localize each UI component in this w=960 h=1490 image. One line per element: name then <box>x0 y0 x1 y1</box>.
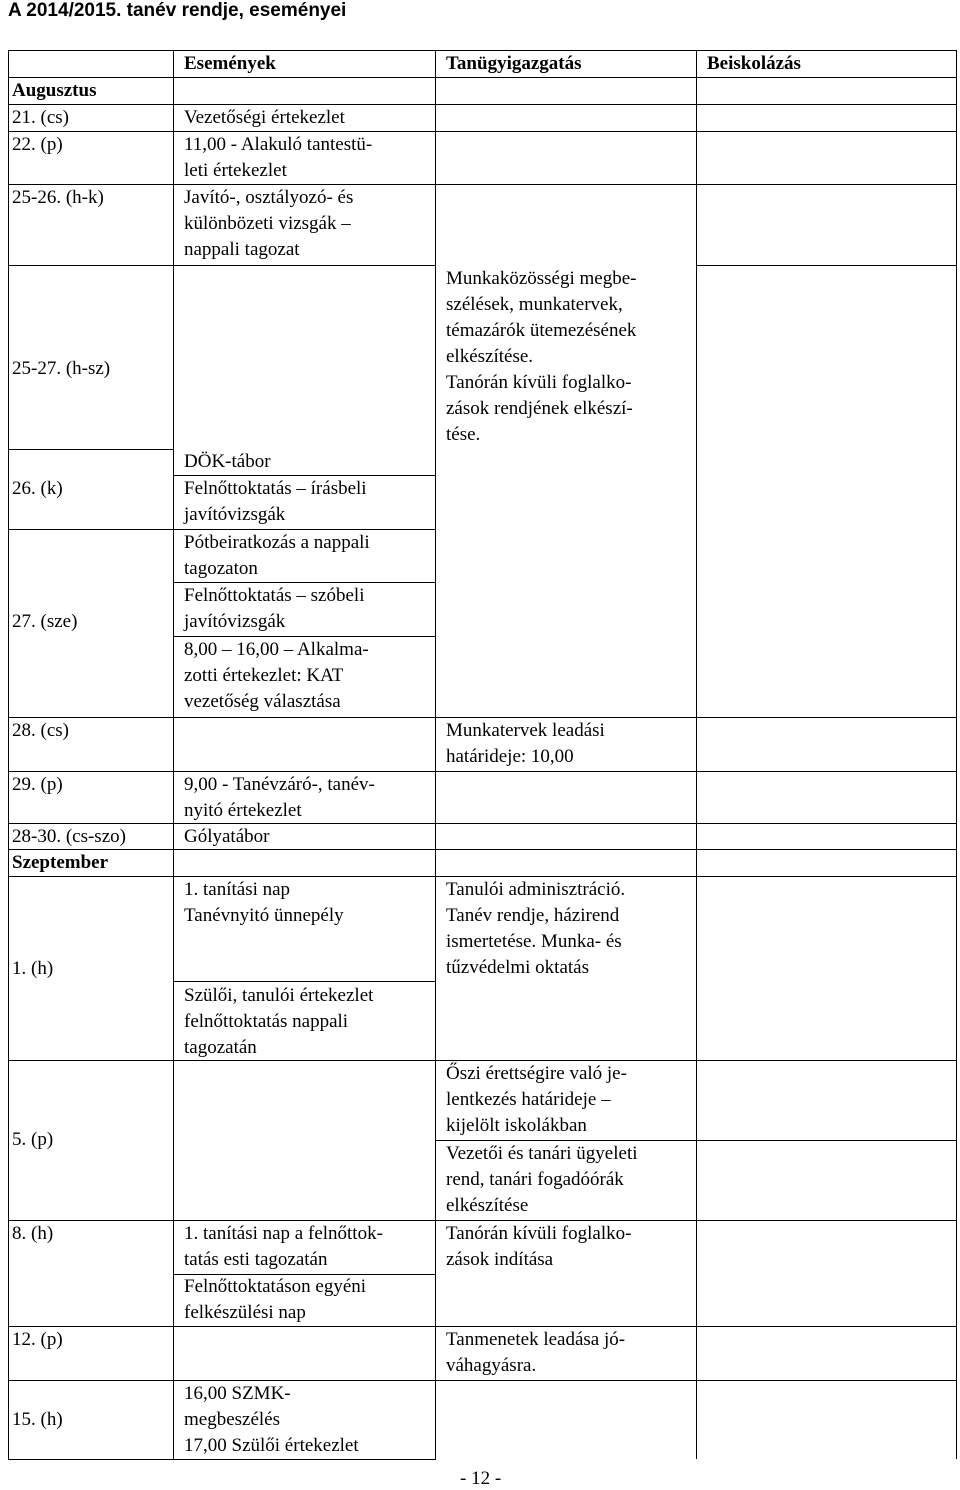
event-cell: 16,00 SZMK- <box>184 1383 291 1404</box>
admin-cell: témazárók ütemezésének <box>446 320 637 341</box>
event-cell: Felnőttoktatás – írásbeli <box>184 478 367 499</box>
event-cell: javítóvizsgák <box>184 611 286 632</box>
date-cell: 12. (p) <box>12 1329 63 1350</box>
event-cell: Tanévnyitó ünnepély <box>184 905 344 926</box>
admin-cell: határideje: 10,00 <box>446 746 574 767</box>
event-cell: különbözeti vizsgák – <box>184 213 351 234</box>
admin-cell: Tanórán kívüli foglalko- <box>446 372 632 393</box>
admin-cell: kijelölt iskolákban <box>446 1115 587 1136</box>
header-esemenyek: Események <box>184 53 276 74</box>
event-cell: Pótbeiratkozás a nappali <box>184 532 370 553</box>
event-cell: Javító-, osztályozó- és <box>184 187 354 208</box>
event-cell: tagozaton <box>184 558 258 579</box>
event-cell: tagozatán <box>184 1037 257 1058</box>
event-cell: Felnőttoktatás – szóbeli <box>184 585 365 606</box>
event-cell: 1. tanítási nap a felnőttok- <box>184 1223 383 1244</box>
page-number: - 12 - <box>460 1468 502 1489</box>
admin-cell: rend, tanári fogadóórák <box>446 1169 624 1190</box>
date-cell: 5. (p) <box>12 1129 54 1150</box>
date-cell: 15. (h) <box>12 1409 63 1430</box>
date-cell: 25-26. (h-k) <box>12 187 104 208</box>
admin-cell: Őszi érettségire való je- <box>446 1063 627 1084</box>
admin-cell: ismertetése. Munka- és <box>446 931 622 952</box>
admin-cell: Tanév rendje, házirend <box>446 905 620 926</box>
date-cell: 27. (sze) <box>12 611 78 632</box>
admin-cell: Tanmenetek leadása jó- <box>446 1329 626 1350</box>
event-cell: felkészülési nap <box>184 1302 306 1323</box>
admin-cell: Munkaközösségi megbe- <box>446 268 637 289</box>
event-cell: nappali tagozat <box>184 239 300 260</box>
admin-cell: Vezetői és tanári ügyeleti <box>446 1143 638 1164</box>
admin-cell: tése. <box>446 424 481 445</box>
admin-cell: elkészítése <box>446 1195 529 1216</box>
event-cell: DÖK-tábor <box>184 451 271 472</box>
admin-cell: zások indítása <box>446 1249 554 1270</box>
month-szeptember: Szeptember <box>12 852 109 873</box>
event-cell: Vezetőségi értekezlet <box>184 107 345 128</box>
event-cell: Gólyatábor <box>184 826 270 847</box>
admin-cell: elkészítése. <box>446 346 534 367</box>
date-cell: 26. (k) <box>12 478 63 499</box>
event-cell: javítóvizsgák <box>184 504 286 525</box>
date-cell: 8. (h) <box>12 1223 54 1244</box>
event-cell: 9,00 - Tanévzáró-, tanév- <box>184 774 375 795</box>
event-cell: leti értekezlet <box>184 160 287 181</box>
date-cell: 28. (cs) <box>12 720 69 741</box>
event-cell: 17,00 Szülői értekezlet <box>184 1435 359 1456</box>
date-cell: 1. (h) <box>12 958 54 979</box>
event-cell: tatás esti tagozatán <box>184 1249 328 1270</box>
date-cell: 29. (p) <box>12 774 63 795</box>
admin-cell: Tanulói adminisztráció. <box>446 879 626 900</box>
header-beiskolazas: Beiskolázás <box>707 53 801 74</box>
event-cell: 1. tanítási nap <box>184 879 291 900</box>
admin-cell: váhagyásra. <box>446 1355 537 1376</box>
admin-cell: lentkezés határideje – <box>446 1089 611 1110</box>
event-cell: megbeszélés <box>184 1409 281 1430</box>
event-cell: 11,00 - Alakuló tantestü- <box>184 134 373 155</box>
admin-cell: Munkatervek leadási <box>446 720 605 741</box>
admin-cell: szélések, munkatervek, <box>446 294 623 315</box>
admin-cell: zások rendjének elkészí- <box>446 398 633 419</box>
admin-cell: Tanórán kívüli foglalko- <box>446 1223 632 1244</box>
event-cell: zotti értekezlet: KAT <box>184 665 344 686</box>
month-augusztus: Augusztus <box>12 80 97 101</box>
event-cell: Szülői, tanulói értekezlet <box>184 985 374 1006</box>
header-tanugyigazgatas: Tanügyigazgatás <box>446 53 582 74</box>
date-cell: 25-27. (h-sz) <box>12 358 111 379</box>
date-cell: 22. (p) <box>12 134 63 155</box>
event-cell: felnőttoktatás nappali <box>184 1011 349 1032</box>
event-cell: 8,00 – 16,00 – Alkalma- <box>184 639 369 660</box>
page-title: A 2014/2015. tanév rendje, eseményei <box>8 0 347 21</box>
event-cell: vezetőség választása <box>184 691 341 712</box>
date-cell: 21. (cs) <box>12 107 69 128</box>
admin-cell: tűzvédelmi oktatás <box>446 957 589 978</box>
date-cell: 28-30. (cs-szo) <box>12 826 126 847</box>
event-cell: Felnőttoktatáson egyéni <box>184 1276 367 1297</box>
event-cell: nyitó értekezlet <box>184 800 302 821</box>
